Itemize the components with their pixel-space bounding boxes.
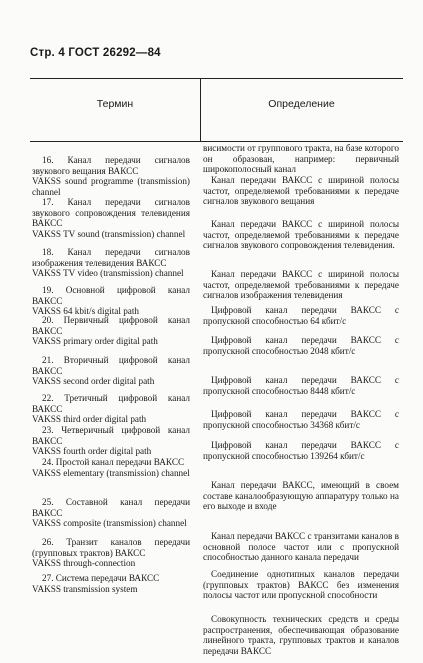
term-23: 23. Четверичный цифровой канал ВАКСС VAKSS fourth order digital path — [32, 425, 190, 457]
definition-21: Цифровой канал передачи ВАКСС с пропускной способностью 8448 кбит/с — [203, 375, 399, 396]
definition-17: Канал передачи ВАКСС с шириной полосы частот, определяемой требованиями к передаче сигналов звукового сопровождения телевидения. — [203, 219, 399, 251]
table-header-rule — [30, 141, 403, 142]
definition-18: Канал передачи ВАКСС с шириной полосы частот, определяемой требованиями к передаче сигналов изображения телевидения — [203, 269, 399, 301]
definition-23: Цифровой канал передачи ВАКСС с пропускной способностью 139264 кбит/с — [203, 440, 399, 461]
definition-22: Цифровой канал передачи ВАКСС с пропускной способностью 34368 кбит/с — [203, 409, 399, 430]
definition-26: Соединение однотипных каналов передачи (групповых трактов) ВАКСС без изменения полосы частот или пропускной способности — [203, 569, 399, 601]
term-20: 20. Первичный цифровой канал ВАКСС VAKSS primary order digital path — [32, 315, 190, 347]
table-top-rule — [30, 78, 403, 79]
definition-27: Совокупность технических средств и среды распространения, обеспечивающая образование линейного тракта, групповых трактов и каналов передачи ВАКСС — [203, 614, 399, 656]
term-25: 25. Составной канал передачи ВАКСС VAKSS composite (transmission) channel — [32, 497, 190, 529]
column-header-terms: Термин — [96, 98, 134, 110]
term-27: 27. Система передачи ВАКСС VAKSS transmission system — [32, 573, 160, 594]
term-16: 16. Канал передачи сигналов звукового вещания ВАКСС VAKSS sound programme (transmission) channel — [32, 155, 190, 197]
page-header: Стр. 4 ГОСТ 26292—84 — [30, 47, 161, 59]
term-24: 24. Простой канал передачи ВАКСС VAKSS elementary (transmission) channel — [32, 457, 190, 478]
term-19: 19. Основной цифровой канал ВАКСС VAKSS 64 kbit/s digital path — [32, 285, 190, 317]
column-divider — [200, 79, 201, 141]
definition-19: Цифровой канал передачи ВАКСС с пропускной способностью 64 кбит/с — [203, 305, 399, 326]
continued-definition: висимости от группового тракта, на базе которого он образован, например: первичный широкополосный канал — [203, 143, 399, 175]
term-17: 17. Канал передачи сигналов звукового сопровождения телевидения ВАКСС VAKSS TV sound (transmission) channel — [32, 197, 190, 239]
definition-25: Канал передачи ВАКСС с транзитами каналов в основной полосе частот или с пропускной способностью данного канала передачи — [203, 531, 399, 563]
term-21: 21. Вторичный цифровой канал ВАКСС VAKSS second order digital path — [32, 355, 190, 387]
term-26: 26. Транзит каналов передачи (групповых трактов) ВАКСС VAKSS through-connection — [32, 537, 190, 569]
definition-20: Цифровой канал передачи ВАКСС с пропускной способностью 2048 кбит/с — [203, 335, 399, 356]
definition-24: Канал передачи ВАКСС, имеющий в своем составе каналообразующую аппаратуру только на его выходе и входе — [203, 480, 399, 512]
term-22: 22. Третичный цифровой канал ВАКСС VAKSS third order digital path — [32, 393, 190, 425]
term-18: 18. Канал передачи сигналов изображения телевидения ВАКСС VAKSS TV video (transmission) channel — [32, 247, 190, 279]
definition-16: Канал передачи ВАКСС с шириной полосы частот, определяемой требованиями к передаче сигналов звукового вещания — [203, 175, 399, 207]
column-header-definitions: Определение — [268, 98, 335, 110]
